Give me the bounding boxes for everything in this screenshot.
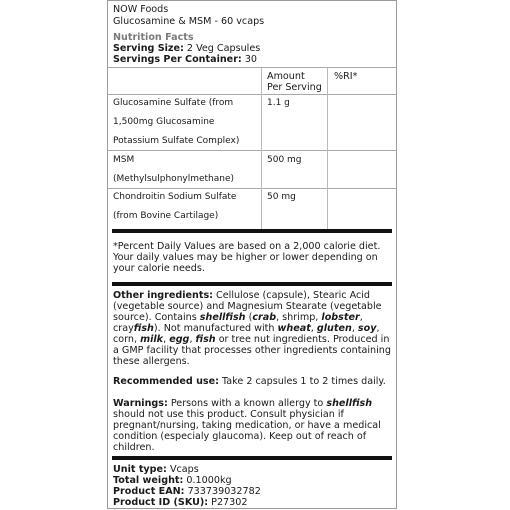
- unit-type: [113, 464, 199, 475]
- allergen: milk: [140, 334, 164, 345]
- allergen: shellfish: [199, 312, 246, 323]
- allergen: egg: [169, 334, 190, 345]
- allergen: fish: [133, 323, 154, 334]
- product-ean: [113, 486, 261, 497]
- col-amount-header: Amount: [267, 71, 305, 82]
- allergen: lobster: [321, 312, 360, 323]
- divider: [108, 67, 396, 68]
- total-weight-value: 0.1000kg: [183, 475, 232, 486]
- brand-name: NOW Foods: [113, 4, 169, 15]
- allergen: fish: [195, 334, 216, 345]
- product-sku-label: Product ID (SKU):: [113, 497, 209, 508]
- col-amount-subheader: Per Serving: [267, 82, 322, 93]
- unit-type-value: Vcaps: [166, 464, 199, 475]
- servings-per-container: [113, 54, 257, 65]
- warnings: Warnings: Persons with a known allergy to shellfish should not use this product. Consult physician if pregnant/nursing, taking medication, or have a medical condition (especialy glaucoma). Keep out of reach of children.: [113, 398, 381, 453]
- nutrient-name-line: (from Bovine Cartilage): [113, 211, 219, 221]
- product-ean-value: 733739032782: [184, 486, 261, 497]
- unit-type-label: Unit type:: [113, 464, 167, 475]
- nutrient-name-line: Chondroitin Sodium Sulfate: [113, 192, 237, 202]
- servings-label: Servings Per Container:: [113, 54, 242, 65]
- allergen: shellfish: [326, 398, 373, 409]
- product-info-panel: [107, 0, 397, 509]
- column-separator: [327, 67, 328, 229]
- divider: [108, 188, 396, 189]
- nutrient-name-line: (Methylsulphonylmethane): [113, 174, 235, 184]
- nutrition-facts-title: Nutrition Facts: [113, 32, 194, 43]
- nutrient-name-line: Glucosamine Sulfate (from: [113, 98, 234, 108]
- product-ean-label: Product EAN:: [113, 486, 185, 497]
- other-ingredients: Other ingredients: Cellulose (capsule), Stearic Acid (vegetable source) and Magnesium Stearate (vegetable source). Contains shellfish (crab, shrimp, lobster, crayfish). Not manufactured with wheat, gluten, soy, corn, milk, egg, fish or tree nut ingredients. Produced in a GMP facility that processes other ingredients containing these allergens.: [113, 290, 391, 367]
- nutrient-name-line: Potassium Sulfate Complex): [113, 136, 240, 146]
- nutrient-amount: 500 mg: [267, 155, 302, 165]
- warnings-label: Warnings:: [113, 398, 168, 409]
- recommended-use: [113, 376, 395, 387]
- total-weight: [113, 475, 232, 486]
- servings-value: 30: [244, 54, 258, 65]
- product-name: Glucosamine & MSM - 60 vcaps: [113, 16, 265, 27]
- footnote-line: *Percent Daily Values are based on a 2,000 calorie diet.: [113, 241, 381, 252]
- footnote-line: Your daily values may be higher or lower depending on: [113, 252, 378, 263]
- thick-divider: [112, 282, 392, 286]
- product-sku-value: P27302: [208, 497, 248, 508]
- product-sku: [113, 497, 247, 508]
- nutrient-amount: 1.1 g: [267, 98, 290, 108]
- nutrient-name-line: 1,500mg Glucosamine: [113, 117, 215, 127]
- divider: [108, 94, 396, 95]
- col-ri-header: %RI*: [334, 71, 358, 82]
- total-weight-label: Total weight:: [113, 475, 184, 486]
- thick-divider: [112, 229, 392, 233]
- recommended-use-text: Take 2 capsules 1 to 2 times daily.: [218, 376, 386, 387]
- ingredients-label: Other ingredients:: [113, 290, 213, 301]
- divider: [108, 150, 396, 151]
- allergen: gluten: [316, 323, 352, 334]
- allergen: crab: [252, 312, 277, 323]
- recommended-use-label: Recommended use:: [113, 376, 219, 387]
- thick-divider: [112, 456, 392, 460]
- serving-size-label: Serving Size:: [113, 43, 184, 54]
- nutrient-amount: 50 mg: [267, 192, 296, 202]
- footnote-line: your calorie needs.: [113, 263, 205, 274]
- nutrient-name-line: MSM: [113, 155, 135, 165]
- allergen: soy: [357, 323, 377, 334]
- allergen: wheat: [277, 323, 311, 334]
- serving-size: [113, 43, 260, 54]
- serving-size-value: 2 Veg Capsules: [186, 43, 261, 54]
- column-separator: [261, 67, 262, 229]
